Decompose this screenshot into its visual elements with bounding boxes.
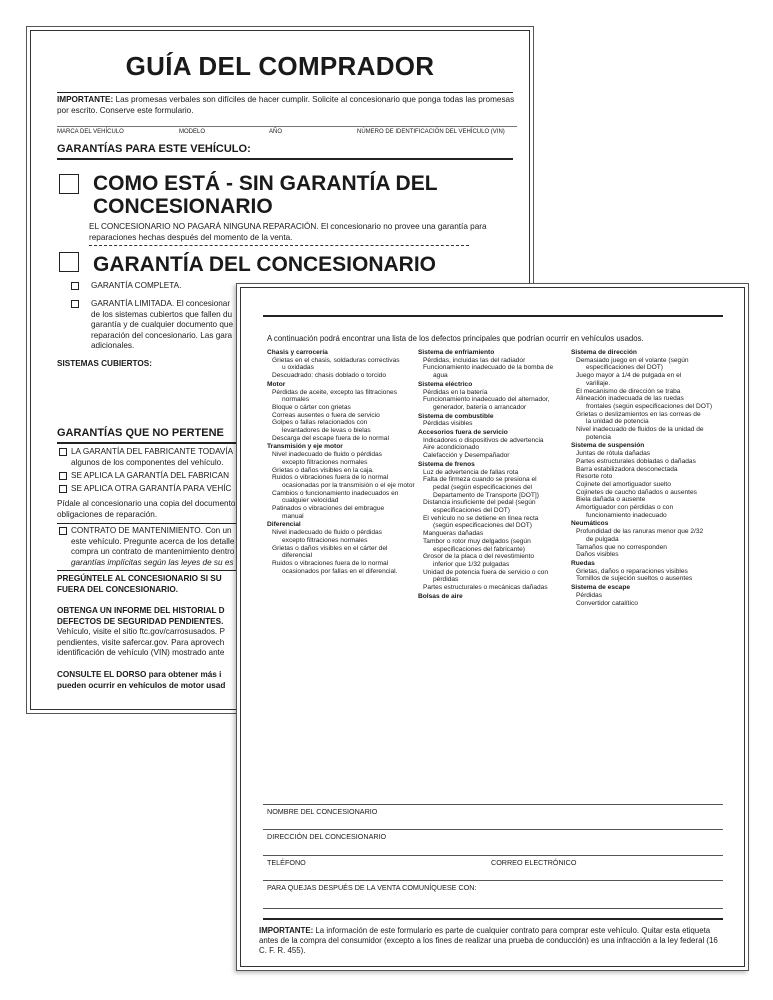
defect-item bbox=[571, 395, 723, 410]
thick-divider bbox=[57, 158, 513, 160]
vehicle-year-label: AÑO bbox=[269, 129, 283, 135]
defect-item-text: Grietas o daños visibles en el cárter del bbox=[272, 544, 388, 552]
ask-line: FUERA DEL CONCESIONARIO. bbox=[57, 584, 179, 594]
limited-warranty-text bbox=[91, 299, 233, 352]
defect-item bbox=[571, 489, 723, 497]
defect-item-text: Barra estabilizadora desconectada bbox=[576, 465, 678, 473]
limited-line: reparación del concesionario. Las gara bbox=[91, 330, 233, 340]
defect-item bbox=[418, 396, 570, 411]
as-is-checkbox[interactable] bbox=[59, 174, 79, 194]
back-important-text: La información de este formulario es parte de cualquier contrato para comprar este vehículo. Quitar esta etiqueta antes de la compra del consumidor (excepto a los fines de realizar una prueba de conducción) es una infracción a la ley federal (16 C. F. R. 455). bbox=[259, 926, 718, 955]
contract-line: CONTRATO DE MANTENIMIENTO. Con un bbox=[71, 526, 232, 535]
defect-category-heading: Sistema de combustible bbox=[418, 412, 494, 420]
dealer-address-label: DIRECCIÓN DEL CONCESIONARIO bbox=[267, 832, 387, 841]
defect-item bbox=[267, 490, 419, 505]
defect-item-continuation: especificaciones del DOT) bbox=[586, 364, 663, 372]
warranties-heading: GARANTÍAS PARA ESTE VEHÍCULO: bbox=[57, 143, 251, 155]
defect-item-continuation: generador, batería o arrancador bbox=[433, 403, 527, 411]
defect-item-text: Nivel inadecuado de fluido o pérdidas bbox=[272, 451, 382, 459]
defect-item bbox=[418, 499, 570, 514]
defect-category-heading: Sistema de enfriamiento bbox=[418, 349, 495, 356]
defect-item bbox=[418, 420, 570, 428]
defect-item bbox=[571, 473, 723, 481]
defect-category-heading: Accesorios fuera de servicio bbox=[418, 429, 508, 437]
defect-item bbox=[571, 544, 723, 552]
as-is-description: EL CONCESIONARIO NO PAGARÁ NINGUNA REPARACIÓN. El concesionario no provee una garantía para reparaciones hechas después del momento de la venta. bbox=[89, 222, 487, 242]
defect-item-continuation: excepto filtraciones normales bbox=[282, 458, 368, 466]
defect-item-text: Partes estructurales dobladas o dañadas bbox=[576, 457, 696, 465]
defect-item-text: Daños visibles bbox=[576, 551, 619, 559]
defect-item-text: Correas ausentes o fuera de servicio bbox=[272, 411, 380, 419]
defect-item bbox=[418, 469, 570, 477]
defect-item bbox=[418, 553, 570, 568]
maintenance-contract-checkbox[interactable] bbox=[59, 527, 67, 535]
defect-item bbox=[571, 458, 723, 466]
defect-category-heading: Chasis y carrocería bbox=[267, 349, 328, 356]
defect-item-continuation: pedal (según especificaciones del Departamento de Transporte [DOT]) bbox=[433, 483, 539, 499]
defect-item-text: Pérdidas, incluidas las del radiador bbox=[423, 356, 526, 364]
dealer-name-field[interactable] bbox=[263, 829, 723, 830]
defects-column-1 bbox=[267, 348, 419, 575]
important-notice bbox=[57, 95, 517, 116]
complaints-field[interactable] bbox=[263, 908, 723, 909]
defect-item-text: Calefacción y Desempañador bbox=[423, 452, 510, 460]
defect-item bbox=[418, 437, 570, 445]
defect-category-heading: Sistema de frenos bbox=[418, 460, 475, 468]
history-text-line: identificación de vehículo (VIN) mostrado ante bbox=[57, 648, 225, 657]
defect-item-text: Unidad de potencia fuera de servicio o con bbox=[423, 568, 548, 576]
defect-item-text: Nivel inadecuado de fluido o pérdidas bbox=[272, 529, 382, 537]
defect-item-continuation: ocasionados por fallas en el diferencial. bbox=[282, 567, 398, 575]
defect-item bbox=[571, 466, 723, 474]
defect-item bbox=[267, 404, 419, 412]
defect-item bbox=[571, 426, 723, 441]
vehicle-vin-label: NÚMERO DE IDENTIFICACIÓN DEL VEHÍCULO (VIN) bbox=[357, 129, 505, 135]
defect-item-text: Biela dañada o ausente bbox=[576, 496, 646, 504]
defect-item-text: Funcionamiento inadecuado de la bomba de bbox=[423, 364, 554, 372]
back-important-notice bbox=[259, 926, 724, 956]
email-label: CORREO ELECTRÓNICO bbox=[491, 858, 577, 867]
defect-item-text: Cojinetes de caucho dañados o ausentes bbox=[576, 488, 697, 496]
defect-item-text: Grietas, daños o reparaciones visibles bbox=[576, 567, 688, 575]
defects-column-3 bbox=[571, 348, 723, 607]
defect-item-continuation: pérdidas bbox=[433, 576, 459, 584]
thick-divider bbox=[263, 918, 723, 920]
vehicle-info-line bbox=[57, 126, 517, 127]
defect-item bbox=[418, 364, 570, 379]
defect-category-heading: Bolsas de aire bbox=[418, 592, 463, 600]
defect-item-continuation: especificaciones del fabricante) bbox=[433, 545, 525, 553]
defect-category-heading: Sistema de dirección bbox=[571, 349, 637, 356]
defect-item-continuation: frontales (según especificaciones del DOT) bbox=[586, 402, 713, 410]
defect-category-heading: Sistema de suspensión bbox=[571, 442, 645, 450]
defect-item-continuation: funcionamiento inadecuado bbox=[586, 511, 667, 519]
dealer-warranty-checkbox[interactable] bbox=[59, 252, 79, 272]
defect-item-text: Luz de advertencia de fallas rota bbox=[423, 468, 519, 476]
defect-item bbox=[267, 372, 419, 380]
defect-item bbox=[571, 372, 723, 387]
defect-item-text: Grosor de la placa o del revestimiento bbox=[423, 553, 535, 561]
vehicle-model-label: MODELO bbox=[179, 129, 206, 135]
defects-column-2 bbox=[418, 348, 570, 601]
defect-item bbox=[267, 467, 419, 475]
defect-item bbox=[571, 496, 723, 504]
defect-item bbox=[267, 505, 419, 520]
defect-category-heading: Motor bbox=[267, 380, 286, 388]
mfr-warranty-checkbox[interactable] bbox=[59, 448, 67, 456]
defect-category-heading: Sistema de escape bbox=[571, 584, 631, 592]
defect-item bbox=[267, 357, 419, 372]
defect-item bbox=[571, 568, 723, 576]
defect-item-continuation: la unidad de potencia bbox=[586, 418, 649, 426]
defect-item-continuation: ocasionadas por la transmisión o el eje motor bbox=[282, 481, 415, 489]
defect-item-text: Indicadores o dispositivos de advertencia bbox=[423, 436, 544, 444]
defect-item-continuation: excepto filtraciones normales bbox=[282, 536, 368, 544]
defect-item-continuation: de pulgada bbox=[586, 535, 619, 543]
defect-item-text: Cojinete del amortiguador suelto bbox=[576, 480, 671, 488]
defect-item bbox=[418, 515, 570, 530]
ask-line: PREGÚNTELE AL CONCESIONARIO SI SU bbox=[57, 574, 222, 583]
defect-item bbox=[267, 451, 419, 466]
buyers-guide-back-page bbox=[236, 283, 749, 971]
history-line: OBTENGA UN INFORME DEL HISTORIAL D bbox=[57, 606, 225, 615]
contact-field[interactable] bbox=[263, 880, 723, 881]
defect-item bbox=[418, 584, 570, 592]
defect-item-text: Profundidad de las ranuras menor que 2/32 bbox=[576, 528, 704, 536]
defect-category-heading: Ruedas bbox=[571, 559, 595, 567]
systems-covered-label: SISTEMAS CUBIERTOS: bbox=[57, 359, 152, 368]
defect-item-text: El vehículo no se detiene en línea recta bbox=[423, 514, 539, 522]
defect-item bbox=[418, 452, 570, 460]
limited-line: garantía y de cualquier documento que bbox=[91, 320, 234, 329]
dealer-name-label: NOMBRE DEL CONCESIONARIO bbox=[267, 807, 378, 816]
dealer-warranty-title: GARANTÍA DEL CONCESIONARIO bbox=[93, 253, 437, 276]
defects-intro: A continuación podrá encontrar una lista de los defectos principales que podrían ocurrir en vehículos usados. bbox=[267, 334, 644, 343]
defect-item bbox=[267, 545, 419, 560]
defect-item-text: Cambios o funcionamiento inadecuados en bbox=[272, 489, 399, 497]
defect-item-text: Aire acondicionado bbox=[423, 444, 480, 452]
contract-line: garantías implícitas según las leyes de su es bbox=[71, 557, 234, 567]
vehicle-make-label: MARCA DEL VEHÍCULO bbox=[57, 129, 124, 135]
non-dealer-warranties-heading: GARANTÍAS QUE NO PERTENE bbox=[57, 427, 224, 439]
applies-mfr-checkbox[interactable] bbox=[59, 472, 67, 480]
defect-item-text: Golpes o fallas relacionados con bbox=[272, 419, 368, 427]
mfr-line: LA GARANTÍA DEL FABRICANTE TODAVÍA bbox=[71, 447, 234, 456]
mfr-line: algunos de los componentes del vehículo. bbox=[71, 457, 224, 467]
page-title: GUÍA DEL COMPRADOR bbox=[125, 51, 435, 81]
divider bbox=[57, 92, 513, 93]
defect-item-text: Tamaños que no corresponden bbox=[576, 543, 667, 551]
defect-item-text: Grietas o daños visibles en la caja. bbox=[272, 466, 374, 474]
applies-mfr-label: SE APLICA LA GARANTÍA DEL FABRICAN bbox=[71, 471, 230, 480]
defect-item bbox=[267, 474, 419, 489]
defect-item-text: Mangueras dañadas bbox=[423, 530, 484, 538]
important-text: Las promesas verbales son difíciles de hacer cumplir. Solicite al concesionario que ponga todas las promesas por escrito. Conserve este formulario. bbox=[57, 95, 515, 115]
defect-item-text: Distancia insuficiente del pedal (según bbox=[423, 499, 536, 507]
defect-item bbox=[571, 575, 723, 583]
maintenance-contract-text bbox=[71, 526, 234, 568]
copy-line: obligaciones de reparación. bbox=[57, 509, 158, 519]
defect-item-text: Ruidos o vibraciones fuera de lo normal bbox=[272, 559, 389, 567]
defect-item bbox=[418, 444, 570, 452]
defect-item-text: Amortiguador con pérdidas o con bbox=[576, 504, 674, 512]
history-text-line: pendientes, visite safercar.gov. Para aprovech bbox=[57, 637, 225, 647]
defect-item bbox=[571, 551, 723, 559]
form-line bbox=[263, 804, 723, 805]
defect-item bbox=[418, 476, 570, 499]
defect-item-text: Pérdidas en la batería bbox=[423, 388, 488, 396]
see-back-line: pueden ocurrir en vehículos de motor usad bbox=[57, 680, 226, 690]
defect-item-text: Falta de firmeza cuando se presiona el bbox=[423, 476, 537, 484]
dealer-address-field[interactable] bbox=[263, 855, 723, 856]
defect-item-continuation: agua bbox=[433, 372, 448, 380]
defect-item-continuation: especificaciones del DOT) bbox=[433, 507, 510, 515]
defect-item-text: Nivel inadecuado de fluidos de la unidad de bbox=[576, 426, 704, 434]
defect-item-text: Grietas en el chasis, soldaduras correctivas bbox=[272, 356, 400, 364]
defect-item-text: Juego mayor a 1/4 de pulgada en el bbox=[576, 372, 682, 380]
defect-item-continuation: varillaje. bbox=[586, 379, 611, 387]
defect-category-heading: Transmisión y eje motor bbox=[267, 443, 343, 451]
history-report-section bbox=[57, 606, 225, 659]
applies-other-checkbox[interactable] bbox=[59, 485, 67, 493]
copy-line: Pídale al concesionario una copia del documento bbox=[57, 499, 236, 508]
defect-item-text: Grietas o deslizamientos en las correas de bbox=[576, 410, 701, 418]
defect-item-text: Alineación inadecuada de las ruedas bbox=[576, 395, 684, 403]
defect-item-text: Pérdidas visibles bbox=[423, 420, 473, 428]
contract-line: compra un contrato de mantenimiento dentro bbox=[71, 547, 235, 556]
defect-item-text: Patinados o vibraciones del embrague bbox=[272, 505, 385, 513]
defect-item bbox=[571, 481, 723, 489]
mfr-warranty-text bbox=[71, 447, 233, 468]
defect-item-continuation: diferencial bbox=[282, 552, 313, 560]
defect-category-heading: Diferencial bbox=[267, 521, 301, 529]
defect-item bbox=[418, 569, 570, 584]
defect-item-continuation: (según especificaciones del DOT) bbox=[433, 522, 532, 530]
defect-item bbox=[571, 600, 723, 608]
defect-item bbox=[418, 357, 570, 365]
dashed-divider bbox=[89, 245, 469, 246]
limited-line: de los sistemas cubiertos que fallen du bbox=[91, 309, 233, 319]
defect-item-continuation: cualquier velocidad bbox=[282, 497, 339, 505]
limited-warranty-checkbox[interactable] bbox=[71, 300, 79, 308]
limited-line: GARANTÍA LIMITADA. El concesionar bbox=[91, 299, 231, 308]
defect-item-text: Ruidos o vibraciones fuera de lo normal bbox=[272, 474, 389, 482]
defect-item bbox=[418, 389, 570, 397]
defect-item-text: Pérdidas bbox=[576, 591, 603, 599]
full-warranty-label: GARANTÍA COMPLETA. bbox=[91, 281, 182, 290]
applies-other-label: SE APLICA OTRA GARANTÍA PARA VEHÍC bbox=[71, 484, 232, 493]
defect-item-continuation: levantadores de levas o bielas bbox=[282, 427, 371, 435]
see-back-text bbox=[57, 670, 225, 691]
ask-dealer-text bbox=[57, 574, 222, 595]
defect-item bbox=[267, 529, 419, 544]
defect-item-text: Descuadrado: chasis doblado o torcido bbox=[272, 372, 386, 380]
defect-category-heading: Neumáticos bbox=[571, 520, 609, 528]
defect-item bbox=[571, 504, 723, 519]
important-label: IMPORTANTE: bbox=[57, 95, 114, 104]
defect-item-continuation: normales bbox=[282, 396, 310, 404]
thick-divider bbox=[263, 315, 723, 317]
defect-item-text: Convertidor catalítico bbox=[576, 599, 638, 607]
defect-item-text: El mecanismo de dirección se traba bbox=[576, 387, 681, 395]
defect-item-continuation: inferior que 1/32 pulgadas bbox=[433, 560, 510, 568]
back-important-label: IMPORTANTE: bbox=[259, 926, 314, 935]
defect-item bbox=[267, 389, 419, 404]
defect-item-text: Resorte roto bbox=[576, 473, 613, 481]
defect-item bbox=[418, 530, 570, 538]
defect-item-continuation: potencia bbox=[586, 433, 611, 441]
defect-item bbox=[571, 592, 723, 600]
defect-item-text: Tambor o rotor muy delgados (según bbox=[423, 537, 531, 545]
history-line: DEFECTOS DE SEGURIDAD PENDIENTES. bbox=[57, 616, 224, 626]
defect-item-text: Pérdidas de aceite, excepto las filtraciones bbox=[272, 388, 397, 396]
defect-category-heading: Sistema eléctrico bbox=[418, 380, 473, 388]
defect-item bbox=[267, 435, 419, 443]
defect-item bbox=[571, 357, 723, 372]
defect-item bbox=[571, 388, 723, 396]
phone-label: TELÉFONO bbox=[267, 858, 306, 867]
defect-item-text: Tornillos de sujeción sueltos o ausentes bbox=[576, 575, 693, 583]
defect-item-text: Juntas de rótula dañadas bbox=[576, 450, 651, 458]
full-warranty-checkbox[interactable] bbox=[71, 282, 79, 290]
defect-item bbox=[571, 411, 723, 426]
defect-item bbox=[571, 528, 723, 543]
defect-item-text: Bloque o cárter con grietas bbox=[272, 403, 351, 411]
defect-item bbox=[267, 560, 419, 575]
defect-item-text: Descarga del escape fuera de lo normal bbox=[272, 434, 389, 442]
defect-item-continuation: manual bbox=[282, 512, 304, 520]
defect-item-continuation: u oxidadas bbox=[282, 364, 314, 372]
defect-item-text: Funcionamiento inadecuado del alternador, bbox=[423, 396, 550, 404]
contract-line: este vehículo. Pregunte acerca de los detalle bbox=[71, 536, 235, 546]
defect-item bbox=[267, 412, 419, 420]
defect-item bbox=[267, 419, 419, 434]
defect-item bbox=[418, 538, 570, 553]
copy-request-text bbox=[57, 499, 235, 520]
see-back-line: CONSULTE EL DORSO para obtener más i bbox=[57, 670, 222, 679]
complaints-label: PARA QUEJAS DESPUÉS DE LA VENTA COMUNÍQUESE CON: bbox=[267, 883, 477, 892]
defect-item-text: Partes estructurales o mecánicas dañadas bbox=[423, 584, 548, 592]
history-text-line: Vehículo, visite el sitio ftc.gov/carrosusados. P bbox=[57, 627, 225, 636]
defect-item-text: Demasiado juego en el volante (según bbox=[576, 356, 689, 364]
defect-item bbox=[571, 450, 723, 458]
as-is-title: COMO ESTÁ - SIN GARANTÍA DEL CONCESIONARIO bbox=[93, 172, 438, 218]
limited-line: adicionales. bbox=[91, 341, 135, 350]
